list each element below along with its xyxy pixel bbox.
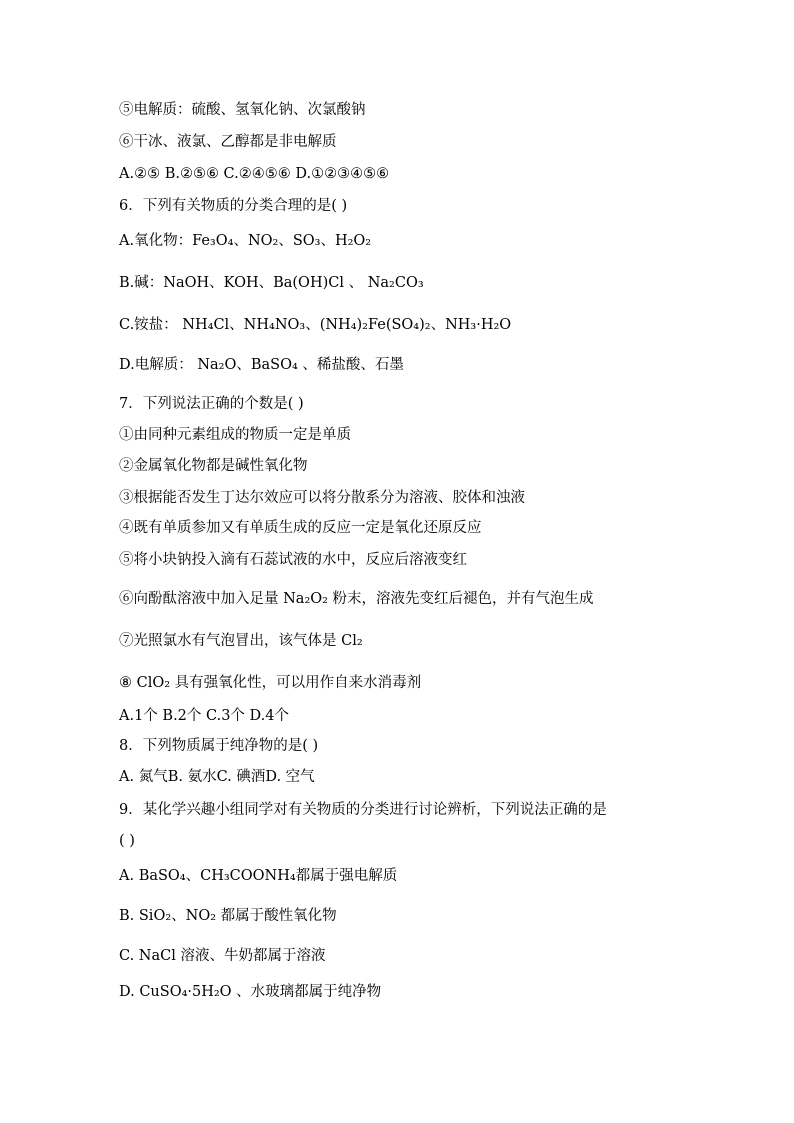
question-6: 6．下列有关物质的分类合理的是( ) [119,198,348,214]
answer-options: A.1个 B.2个 C.3个 D.4个 [119,708,289,724]
option-d: D. CuSO₄·5H₂O 、水玻璃都属于纯净物 [119,984,382,1000]
option-b: B. SiO₂、NO₂ 都属于酸性氧化物 [119,908,337,924]
answer-options: A.②⑤ B.②⑤⑥ C.②④⑤⑥ D.①②③④⑤⑥ [119,166,390,182]
option-c: C. NaCl 溶液、牛奶都属于溶液 [119,948,326,964]
statement-7: ⑦光照氯水有气泡冒出，该气体是 Cl₂ [119,633,363,649]
statement-6: ⑥向酚酞溶液中加入足量 Na₂O₂ 粉末，溶液先变红后褪色，并有气泡生成 [119,591,594,607]
question-9: 9．某化学兴趣小组同学对有关物质的分类进行讨论辨析，下列说法正确的是 [119,802,607,818]
statement-3: ③根据能否发生丁达尔效应可以将分散系分为溶液、胶体和浊液 [119,490,525,506]
answer-options: A. 氮气B. 氨水C. 碘酒D. 空气 [119,769,315,785]
statement-4: ④既有单质参加又有单质生成的反应一定是氧化还原反应 [119,520,482,536]
statement-8: ⑧ ClO₂ 具有强氧化性，可以用作自来水消毒剂 [119,675,422,691]
text-line: ⑤电解质：硫酸、氢氧化钠、次氯酸钠 [119,102,366,118]
question-7: 7．下列说法正确的个数是( ) [119,396,304,412]
option-b: B.碱：NaOH、KOH、Ba(OH)Cl 、 Na₂CO₃ [119,275,424,291]
statement-1: ①由同种元素组成的物质一定是单质 [119,427,351,443]
option-d: D.电解质： Na₂O、BaSO₄ 、稀盐酸、石墨 [119,357,404,373]
statement-5: ⑤将小块钠投入滴有石蕊试液的水中，反应后溶液变红 [119,552,467,568]
text-line: ⑥干冰、液氯、乙醇都是非电解质 [119,134,337,150]
question-9-bracket: ( ) [119,833,135,849]
option-a: A.氧化物：Fe₃O₄、NO₂、SO₃、H₂O₂ [119,233,372,249]
option-a: A. BaSO₄、CH₃COONH₄都属于强电解质 [119,868,398,884]
statement-2: ②金属氧化物都是碱性氧化物 [119,458,308,474]
option-c: C.铵盐： NH₄Cl、NH₄NO₃、(NH₄)₂Fe(SO₄)₂、NH₃·H₂O [119,317,512,333]
question-8: 8．下列物质属于纯净物的是( ) [119,738,319,754]
